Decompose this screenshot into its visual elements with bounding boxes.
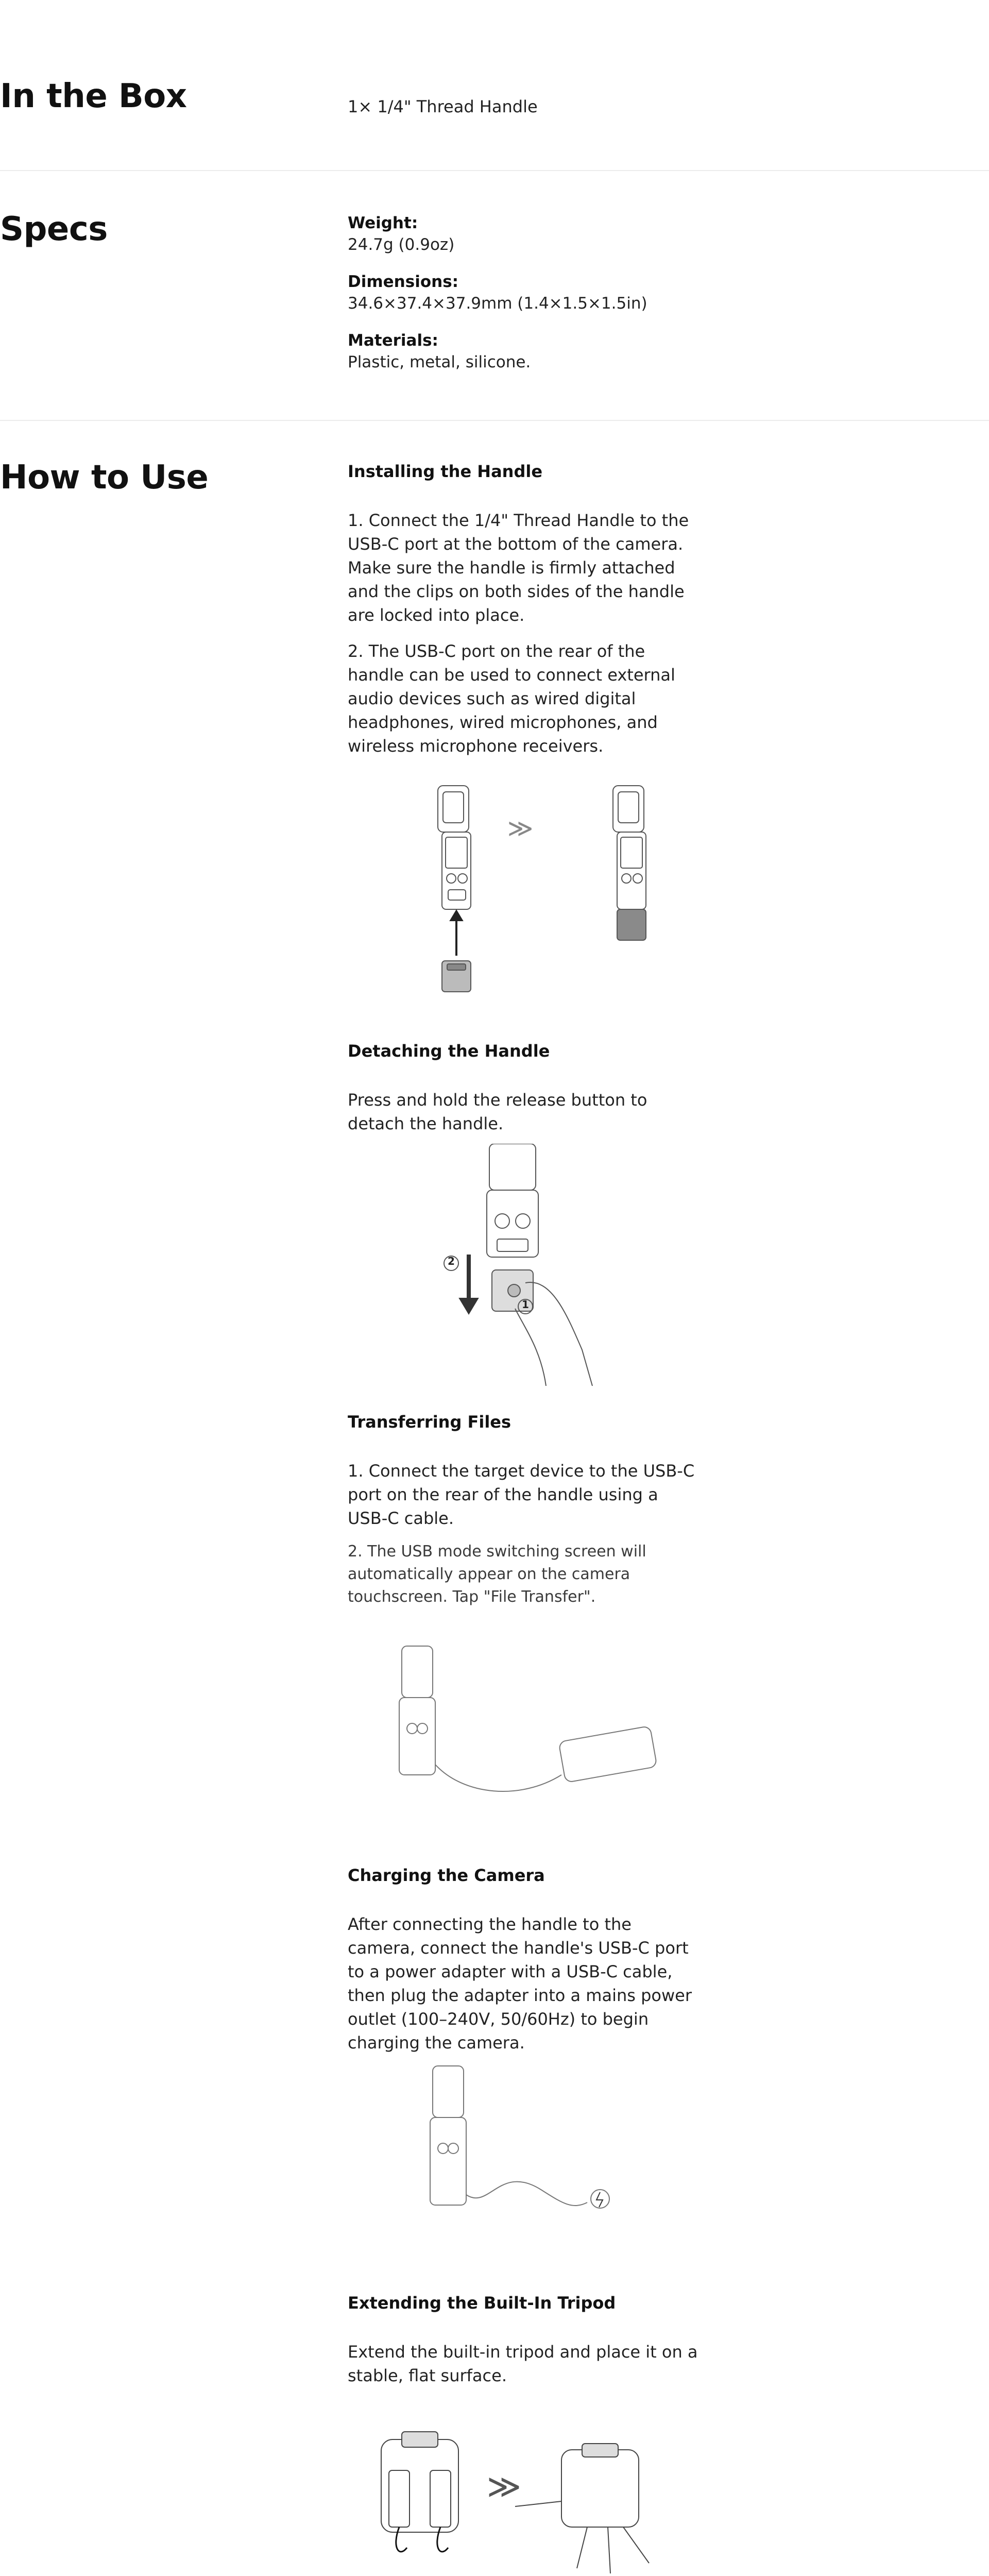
weight-value: 24.7g (0.9oz) xyxy=(348,235,455,254)
transferring-illustration xyxy=(391,1641,659,1806)
dimensions-label: Dimensions: xyxy=(348,273,459,291)
specs-list xyxy=(348,212,698,373)
in-the-box-title: In the Box xyxy=(0,77,187,115)
charging-title: Charging the Camera xyxy=(348,1866,545,1885)
dimensions-value: 34.6×37.4×37.9mm (1.4×1.5×1.5in) xyxy=(348,294,647,313)
materials-value: Plastic, metal, silicone. xyxy=(348,353,531,371)
tripod-text: Extend the built-in tripod and place it on a stable, flat surface. xyxy=(348,2342,698,2385)
charging-step xyxy=(348,1865,698,2055)
in-the-box-section xyxy=(0,0,989,170)
installing-arrow-icon: ≫ xyxy=(507,814,534,843)
tripod-arrow-icon: ≫ xyxy=(487,2468,521,2506)
detaching-illustration xyxy=(438,1144,603,1386)
weight-label: Weight: xyxy=(348,214,418,232)
how-to-use-title: How to Use xyxy=(0,459,209,497)
specs-section xyxy=(0,170,989,420)
detaching-text: Press and hold the release button to detach the handle. xyxy=(348,1090,647,1133)
tripod-step xyxy=(348,2293,698,2387)
transferring-step2: 2. The USB mode switching screen will automatically appear on the camera touchscreen. Tap "File Transfer". xyxy=(348,1543,646,1606)
charging-illustration xyxy=(422,2061,628,2251)
installing-step2: 2. The USB-C port on the rear of the handle can be used to connect external audio devices such as wired digital headphones, wired microphones, and wireless microphone receivers. xyxy=(348,641,675,756)
installing-step xyxy=(348,461,698,758)
specs-title: Specs xyxy=(0,210,108,248)
charging-text: After connecting the handle to the camera, connect the handle's USB-C port to a power adapter with a USB-C cable, then plug the adapter into a mains power outlet (100–240V, 50/60Hz) to begin charging the camera. xyxy=(348,1914,692,2053)
transferring-step xyxy=(348,1412,698,1608)
marker-1: 1 xyxy=(522,1298,529,1311)
materials-label: Materials: xyxy=(348,331,438,350)
installing-title: Installing the Handle xyxy=(348,462,543,481)
tripod-title: Extending the Built-In Tripod xyxy=(348,2293,616,2313)
in-the-box-item: 1× 1/4" Thread Handle xyxy=(348,97,538,116)
detaching-title: Detaching the Handle xyxy=(348,1041,550,1061)
transferring-title: Transferring Files xyxy=(348,1412,511,1432)
tripod-illustration xyxy=(371,2429,680,2576)
installing-illustration xyxy=(417,781,675,1007)
installing-step1: 1. Connect the 1/4" Thread Handle to the USB-C port at the bottom of the camera. Make sure the handle is firmly attached and the clips on both sides of the handle are locked into place. xyxy=(348,511,689,625)
marker-2: 2 xyxy=(448,1255,455,1267)
transferring-step1: 1. Connect the target device to the USB-C port on the rear of the handle using a USB-C cable. xyxy=(348,1461,695,1528)
how-to-use-section xyxy=(0,420,989,2576)
detaching-step xyxy=(348,1041,698,1136)
